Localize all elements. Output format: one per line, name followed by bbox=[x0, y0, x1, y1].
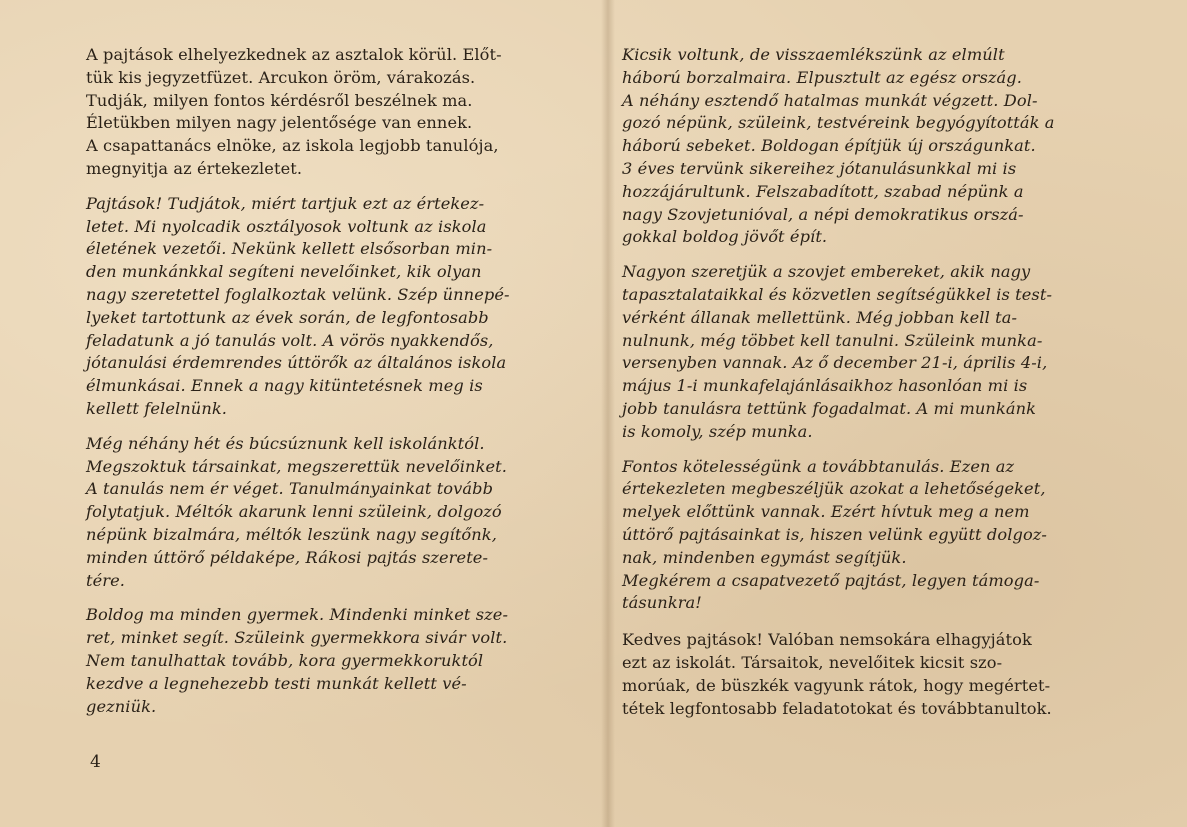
right-column bbox=[622, 44, 1134, 730]
reply-paragraph: Kedves pajtások! Valóban nemsokára elhagyjátok ezt az iskolát. Társaitok, nevelőitek kicsit szo- morúak, de büszkék vagyunk rátok, hogy megértet- tétek legfontosabb feladatotokat és továbbtanultok. bbox=[622, 630, 1052, 718]
page-gutter bbox=[601, 0, 615, 827]
speech-paragraph-5: Nagyon szeretjük a szovjet embereket, akik nagy tapasztalataikkal és közvetlen segítségükkel is test- vérként állanak mellettünk. Még jobban kell ta- nulnunk, még többet kell tanulni. Szüleink munka- versenyben vannak. Az ő december 21-i, április 4-i, május 1-i munkafelajánlásaikhoz hasonlóan mi is jobb tanulásra tettünk fogadalmat. A mi munkánk is komoly, szép munka. bbox=[622, 262, 1053, 441]
speech-paragraph-4: Kicsik voltunk, de visszaemlékszünk az elmúlt háború borzalmaira. Elpusztult az egész ország. A néhány esztendő hatalmas munkát végzett. Dol- gozó népünk, szüleink, testvéreink begyógyították a háború sebeket. Boldogan építjük új országunkat. 3 éves tervünk sikereihez jótanulásunkkal mi is hozzájárultunk. Felszabadított, szabad népünk a nagy Szovjetunióval, a népi demokratikus orszá- gokkal boldog jövőt épít. bbox=[622, 45, 1055, 247]
page-number: 4 bbox=[90, 752, 101, 772]
left-column bbox=[86, 44, 596, 728]
intro-paragraph: A pajtások elhelyezkednek az asztalok körül. Előt- tük kis jegyzetfüzet. Arcukon öröm, várakozás. Tudják, milyen fontos kérdésről beszélnek ma. Életükben milyen nagy jelentősége van ennek. A csapattanács elnöke, az iskola legjobb tanulója, megnyitja az értekezletet. bbox=[86, 45, 502, 178]
speech-paragraph-1: Pajtások! Tudjátok, miért tartjuk ezt az értekez- letet. Mi nyolcadik osztályosok voltunk az iskola életének vezetői. Nekünk kellett elsősorban min- den munkánkkal segíteni nevelőinket, kik olyan nagy szeretettel foglalkoztak velünk. Szép ünnepé- lyeket tartottunk az évek során, de legfontosabb feladatunk a jó tanulás volt. A vörös nyakkendős, jótanulási érdemrendes úttörők az általános iskola élmunkásai. Ennek a nagy kitüntetésnek meg is kellett felelnünk. bbox=[86, 193, 510, 418]
speech-paragraph-2: Még néhány hét és búcsúznunk kell iskolánktól. Megszoktuk társainkat, megszerettük nevelőinket. A tanulás nem ér véget. Tanulmányainkat tovább folytatjuk. Méltók akarunk lenni szüleink, dolgozó népünk bizalmára, méltók leszünk nagy segítőnk, minden úttörő példaképe, Rákosi pajtás szerete- tére. bbox=[86, 433, 508, 590]
speech-paragraph-3: Boldog ma minden gyermek. Mindenki minket sze- ret, minket segít. Szüleink gyermekkora sivár volt. Nem tanulhattak tovább, kora gyermekkoruktól kezdve a legnehezebb testi munkát kellett vé- gezniük. bbox=[86, 605, 509, 716]
speech-paragraph-6: Fontos kötelességünk a továbbtanulás. Ezen az értekezleten megbeszéljük azokat a lehetőségeket, melyek előttünk vannak. Ezért hívtuk meg a nem úttörő pajtásainkat is, hiszen velünk együtt dolgoz- nak, mindenben egymást segítjük. Megkérem a csapatvezető pajtást, legyen támoga- tásunkra! bbox=[622, 456, 1047, 613]
